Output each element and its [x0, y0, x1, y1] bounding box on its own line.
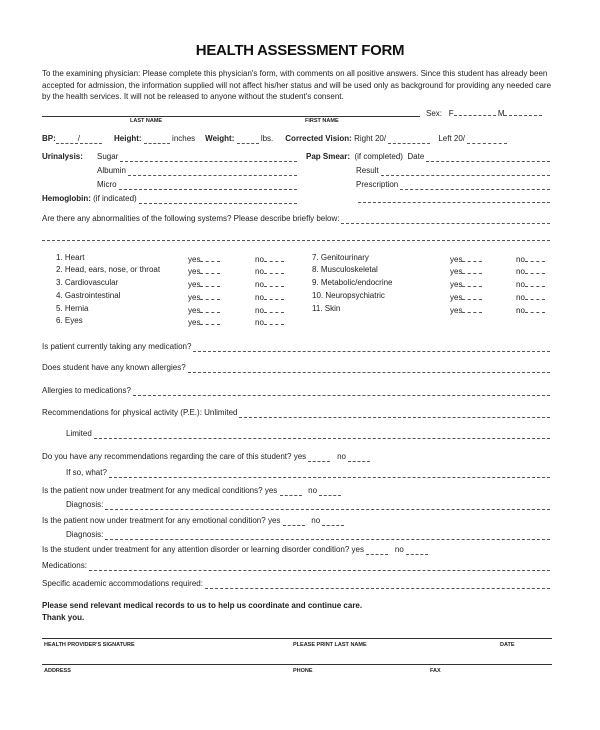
system-no-input[interactable]	[264, 316, 284, 325]
if-so-label: If so, what?	[66, 468, 107, 477]
system-yes-input[interactable]	[200, 253, 220, 262]
yes-label: yes	[188, 255, 201, 264]
system-item	[56, 291, 120, 301]
medication-allergies-question: Allergies to medications?	[42, 386, 131, 395]
pe-unlimited-input[interactable]	[239, 409, 550, 418]
emotional-diagnosis-label: Diagnosis:	[66, 530, 104, 539]
system-no-input[interactable]	[525, 265, 545, 274]
intro-text: To the examining physician: Please complete this physician's form, with comments on all positive answers. Since this student has already been accepted for admission, the information supplied will not affect his/her status and will be used only as background for providing any needed care by the health services. It will not be released to anyone without the student's consent.	[42, 69, 552, 101]
bp-systolic-input[interactable]	[56, 135, 78, 144]
system-yes-input[interactable]	[200, 316, 220, 325]
hemoglobin-input[interactable]	[139, 195, 297, 204]
no-label: no	[394, 545, 404, 554]
vision-left-input[interactable]	[467, 135, 507, 144]
system-label: 6. Eyes	[56, 316, 83, 325]
yes-label: yes	[188, 293, 201, 302]
micro-input[interactable]	[119, 181, 297, 190]
pap-extra-input[interactable]	[358, 194, 550, 203]
system-yes-field[interactable]	[188, 316, 220, 328]
allergies-question: Does student have any known allergies?	[42, 363, 186, 372]
system-yes-input[interactable]	[200, 278, 220, 287]
address-line[interactable]	[42, 664, 552, 665]
yes-label: yes	[450, 280, 463, 289]
no-label: no	[255, 255, 264, 264]
system-yes-field[interactable]	[450, 253, 482, 265]
sex-male-label: M	[497, 109, 505, 118]
medical-yes-input[interactable]	[280, 487, 302, 496]
no-label: no	[311, 516, 321, 525]
medications-input[interactable]	[89, 562, 550, 571]
yes-label: yes	[450, 293, 463, 302]
system-label: 3. Cardiovascular	[56, 278, 119, 287]
no-label: no	[516, 306, 525, 315]
system-item	[312, 291, 385, 301]
system-yes-field[interactable]	[188, 291, 220, 303]
system-label: 9. Metabolic/endocrine	[312, 278, 393, 287]
system-no-field[interactable]	[516, 304, 545, 316]
no-label: no	[255, 293, 264, 302]
abnormalities-input-2[interactable]	[42, 232, 550, 241]
signature-line[interactable]	[42, 638, 552, 639]
thank-you-text: Thank you.	[42, 613, 85, 622]
pe-unlimited-question: Recommendations for physical activity (P.E.): Unlimited	[42, 408, 238, 417]
system-label: 1. Heart	[56, 253, 85, 262]
sugar-label: Sugar	[97, 152, 119, 161]
yes-label: yes	[188, 267, 201, 276]
system-no-field[interactable]	[516, 253, 545, 265]
no-label: no	[337, 452, 346, 461]
system-label: 5. Hernia	[56, 304, 89, 313]
pap-date-input[interactable]	[426, 153, 550, 162]
system-item	[56, 316, 83, 326]
vision-right-label: Right 20/	[354, 134, 387, 143]
system-yes-field[interactable]	[188, 265, 220, 277]
system-item	[56, 265, 160, 275]
care-no-input[interactable]	[348, 453, 370, 462]
sugar-input[interactable]	[120, 153, 297, 162]
phone-label: PHONE	[293, 668, 313, 674]
system-label: 4. Gastrointestinal	[56, 291, 121, 300]
pap-prescription-label: Prescription	[356, 180, 399, 189]
system-yes-field[interactable]	[188, 304, 220, 316]
system-no-input[interactable]	[525, 304, 545, 313]
system-no-input[interactable]	[264, 291, 284, 300]
address-label: ADDRESS	[44, 668, 71, 674]
system-yes-input[interactable]	[200, 265, 220, 274]
no-label: no	[255, 280, 264, 289]
care-yes-input[interactable]	[308, 453, 330, 462]
height-label: Height:	[114, 134, 142, 143]
system-no-input[interactable]	[525, 253, 545, 262]
medication-input[interactable]	[193, 343, 550, 352]
system-label: 2. Head, ears, nose, or throat	[56, 265, 161, 274]
no-label: no	[516, 267, 525, 276]
emotional-yes-input[interactable]	[283, 517, 305, 526]
no-label: no	[255, 318, 264, 327]
yes-label: yes	[264, 486, 278, 495]
system-yes-field[interactable]	[450, 291, 482, 303]
attention-question: Is the student under treatment for any attention disorder or learning disorder condition?	[42, 545, 350, 554]
system-no-input[interactable]	[264, 253, 284, 262]
vision-left-label: Left 20/	[438, 134, 466, 143]
pap-prescription-input[interactable]	[400, 181, 550, 190]
no-label: no	[516, 293, 525, 302]
system-label: 11. Skin	[312, 304, 341, 313]
emotional-question: Is the patient now under treatment for any emotional condition?	[42, 516, 266, 525]
system-label: 7. Genitourinary	[312, 253, 369, 262]
system-no-field[interactable]	[516, 278, 545, 290]
system-yes-input[interactable]	[200, 291, 220, 300]
pap-date-label: Date	[407, 152, 425, 161]
pe-limited-input[interactable]	[94, 430, 550, 439]
abnormalities-question: Are there any abnormalities of the following systems? Please describe briefly below:	[42, 214, 340, 223]
albumin-input[interactable]	[128, 167, 297, 176]
medical-no-input[interactable]	[319, 487, 341, 496]
yes-label: yes	[450, 255, 463, 264]
medications-label: Medications:	[42, 561, 87, 570]
system-no-field[interactable]	[255, 253, 284, 265]
yes-label: yes	[450, 267, 463, 276]
system-item	[56, 253, 84, 263]
system-label: 8. Musculoskeletal	[312, 265, 378, 274]
system-item	[312, 304, 340, 314]
pap-note: (if completed)	[354, 152, 403, 161]
medication-question: Is patient currently taking any medication?	[42, 342, 192, 351]
system-no-field[interactable]	[255, 265, 284, 277]
vision-label: Corrected Vision:	[285, 134, 352, 143]
no-label: no	[516, 280, 525, 289]
sex-label: Sex:	[426, 109, 443, 118]
last-name-label: LAST NAME	[130, 118, 163, 124]
system-yes-field[interactable]	[188, 278, 220, 290]
academic-question: Specific academic accommodations required:	[42, 579, 203, 588]
yes-label: yes	[450, 306, 463, 315]
print-name-label: PLEASE PRINT LAST NAME	[293, 642, 367, 648]
sex-female-input[interactable]	[454, 107, 496, 116]
hemoglobin-label: Hemoglobin:	[42, 194, 91, 203]
name-field[interactable]	[42, 108, 420, 117]
system-item	[312, 253, 369, 263]
no-label: no	[308, 486, 318, 495]
sex-male-input[interactable]	[504, 107, 542, 116]
care-question: Do you have any recommendations regarding the care of this student?	[42, 452, 292, 461]
system-yes-input[interactable]	[462, 291, 482, 300]
urinalysis-label: Urinalysis:	[42, 152, 83, 161]
signature-label: HEALTH PROVIDER'S SIGNATURE	[44, 642, 135, 648]
no-label: no	[516, 255, 525, 264]
system-yes-field[interactable]	[188, 253, 220, 265]
system-no-input[interactable]	[264, 265, 284, 274]
sex-female-label: F	[448, 109, 454, 118]
first-name-label: FIRST NAME	[305, 118, 339, 124]
yes-label: yes	[351, 545, 364, 554]
medical-diagnosis-label: Diagnosis:	[66, 500, 104, 509]
abnormalities-input[interactable]	[341, 215, 550, 224]
medical-diagnosis-input[interactable]	[105, 501, 550, 510]
height-input[interactable]	[144, 135, 170, 144]
system-item	[312, 278, 393, 288]
sex-field	[426, 107, 542, 118]
system-yes-input[interactable]	[200, 304, 220, 313]
system-no-field[interactable]	[255, 304, 284, 316]
medical-question: Is the patient now under treatment for any medical conditions?	[42, 486, 263, 495]
bp-label: BP:	[42, 134, 56, 143]
system-no-field[interactable]	[255, 291, 284, 303]
vision-right-input[interactable]	[388, 135, 430, 144]
bp-diastolic-input[interactable]	[80, 135, 102, 144]
system-yes-input[interactable]	[462, 265, 482, 274]
system-label: 10. Neuropsychiatric	[312, 291, 385, 300]
fax-label: FAX	[430, 668, 441, 674]
pe-limited-label: Limited	[66, 429, 92, 438]
academic-input[interactable]	[205, 580, 550, 589]
system-no-input[interactable]	[264, 278, 284, 287]
yes-label: yes	[267, 516, 281, 525]
system-no-field[interactable]	[255, 278, 284, 290]
closing-text: Please send relevant medical records to us to help us coordinate and continue care.	[42, 601, 363, 610]
hemoglobin-note: (if indicated)	[93, 194, 137, 203]
system-no-input[interactable]	[525, 278, 545, 287]
weight-label: Weight:	[205, 134, 235, 143]
system-no-input[interactable]	[525, 291, 545, 300]
yes-label: yes	[188, 306, 201, 315]
system-item	[312, 265, 378, 275]
date-label: DATE	[500, 642, 515, 648]
attention-no-input[interactable]	[406, 546, 428, 555]
system-yes-input[interactable]	[462, 253, 482, 262]
medication-allergies-input[interactable]	[133, 387, 550, 396]
yes-label: yes	[188, 318, 201, 327]
system-yes-field[interactable]	[450, 304, 482, 316]
micro-label: Micro	[97, 180, 117, 189]
system-yes-input[interactable]	[462, 278, 482, 287]
system-item	[56, 278, 118, 288]
no-label: no	[255, 306, 264, 315]
albumin-label: Albumin	[97, 166, 126, 175]
system-yes-field[interactable]	[450, 278, 482, 290]
emotional-no-input[interactable]	[322, 517, 344, 526]
system-no-field[interactable]	[516, 291, 545, 303]
inches-label: inches	[172, 134, 196, 143]
pap-result-input[interactable]	[381, 167, 550, 176]
no-label: no	[255, 267, 264, 276]
emotional-diagnosis-input[interactable]	[105, 531, 550, 540]
if-so-input[interactable]	[109, 469, 550, 478]
yes-label: yes	[188, 280, 201, 289]
system-yes-field[interactable]	[450, 265, 482, 277]
system-item	[56, 304, 88, 314]
lbs-label: lbs.	[260, 134, 274, 143]
form-title: HEALTH ASSESSMENT FORM	[195, 42, 405, 59]
pap-smear-label: Pap Smear:	[306, 152, 351, 161]
system-no-field[interactable]	[255, 316, 284, 328]
system-no-input[interactable]	[264, 304, 284, 313]
system-yes-input[interactable]	[462, 304, 482, 313]
attention-yes-input[interactable]	[366, 546, 388, 555]
yes-label: yes	[293, 452, 307, 461]
system-no-field[interactable]	[516, 265, 545, 277]
weight-input[interactable]	[237, 135, 259, 144]
pap-result-label: Result	[356, 166, 379, 175]
allergies-input[interactable]	[188, 364, 550, 373]
